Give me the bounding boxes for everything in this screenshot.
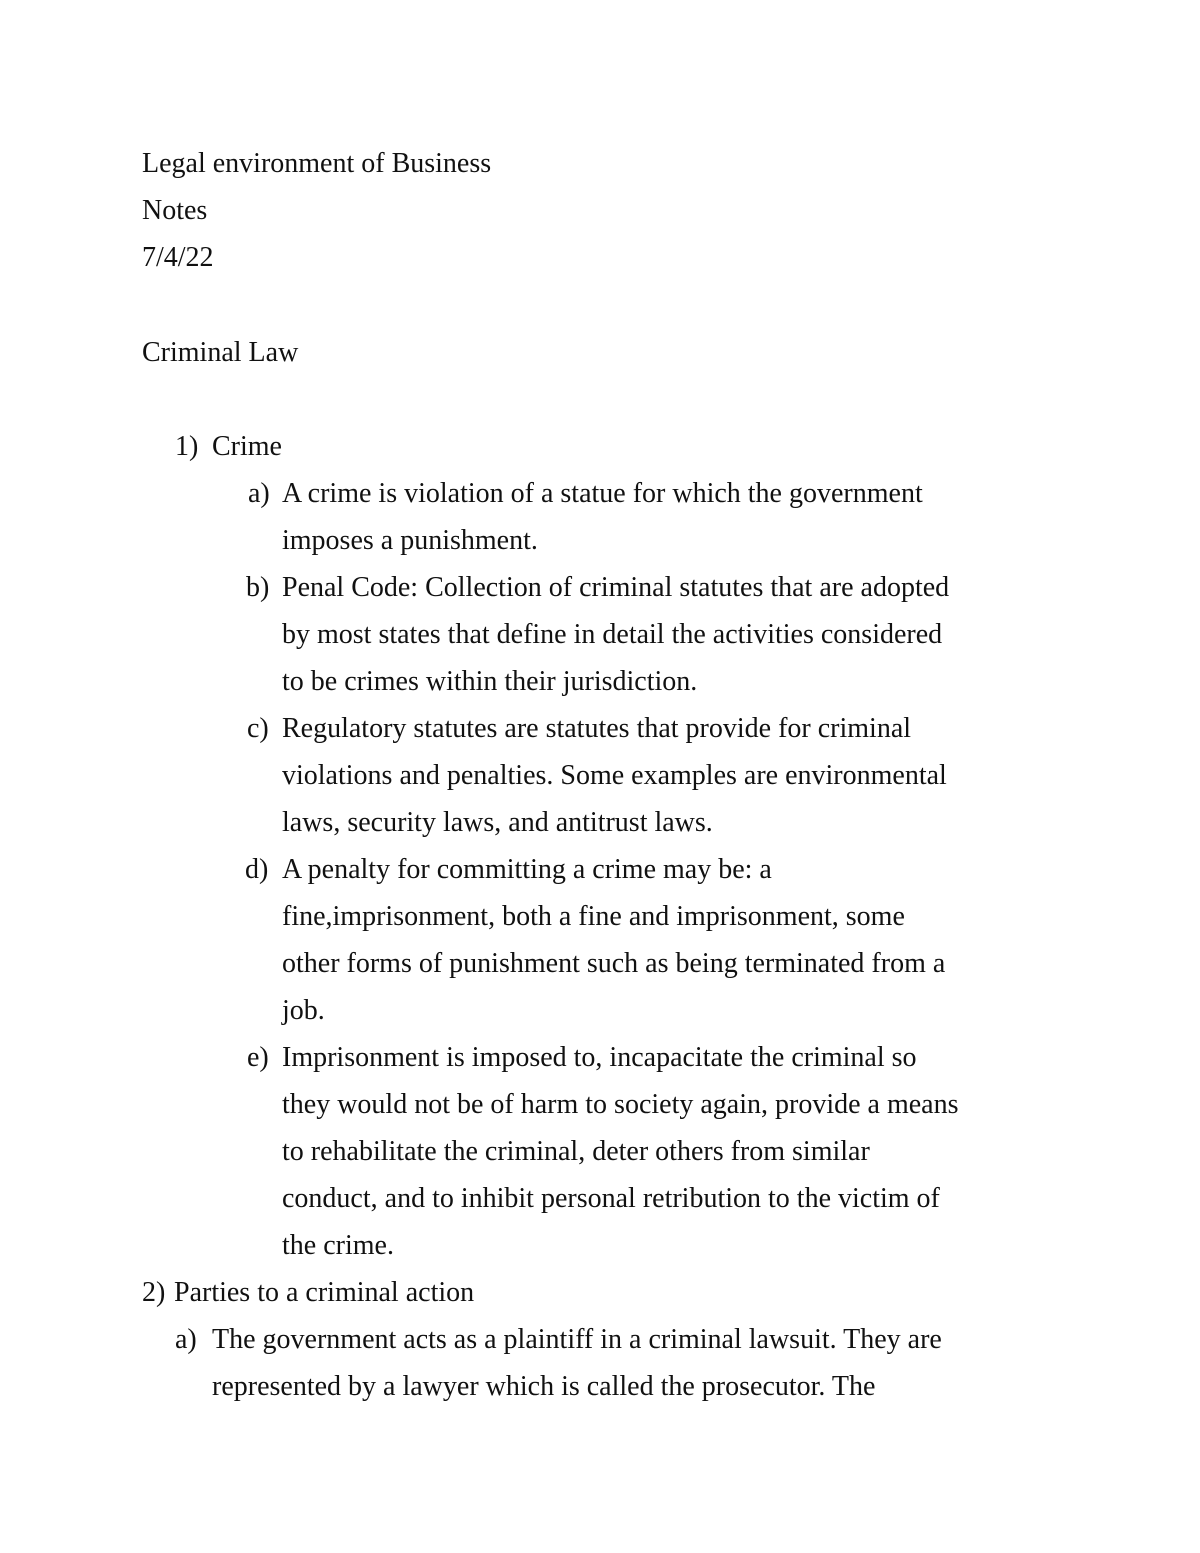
item-line: to rehabilitate the criminal, deter others from similar: [282, 1136, 870, 1167]
item-line: they would not be of harm to society again, provide a means: [282, 1089, 959, 1120]
item-label: a): [248, 478, 270, 509]
section-2-title: Parties to a criminal action: [174, 1277, 475, 1308]
notes-label: Notes: [142, 195, 208, 226]
item-line: A penalty for committing a crime may be: a: [282, 854, 772, 885]
item-line: other forms of punishment such as being terminated from a: [282, 948, 946, 979]
item-line: by most states that define in detail the activities considered: [282, 619, 943, 650]
section-2-label: 2): [142, 1277, 166, 1308]
item-line: The government acts as a plaintiff in a criminal lawsuit. They are: [212, 1324, 942, 1355]
item-label: e): [247, 1042, 269, 1073]
item-label: d): [245, 854, 269, 885]
item-line: imposes a punishment.: [282, 525, 538, 556]
item-line: laws, security laws, and antitrust laws.: [282, 807, 713, 838]
item-line: A crime is violation of a statue for which the government: [282, 478, 923, 509]
item-line: the crime.: [282, 1230, 394, 1261]
section-1-label: 1): [175, 431, 199, 462]
section-title: Criminal Law: [142, 337, 299, 368]
date: 7/4/22: [142, 242, 214, 273]
item-line: Regulatory statutes are statutes that provide for criminal: [282, 713, 912, 744]
course-title: Legal environment of Business: [142, 148, 492, 179]
section-1-title: Crime: [212, 431, 282, 462]
item-line: to be crimes within their jurisdiction.: [282, 666, 698, 697]
item-label: b): [246, 572, 270, 603]
item-line: Penal Code: Collection of criminal statutes that are adopted: [282, 572, 950, 603]
item-label: a): [175, 1324, 197, 1355]
item-line: Imprisonment is imposed to, incapacitate the criminal so: [282, 1042, 917, 1073]
item-line: represented by a lawyer which is called the prosecutor. The: [212, 1371, 876, 1402]
item-line: violations and penalties. Some examples are environmental: [282, 760, 947, 791]
item-line: fine,imprisonment, both a fine and imprisonment, some: [282, 901, 905, 932]
item-label: c): [247, 713, 269, 744]
item-line: job.: [282, 995, 325, 1026]
item-line: conduct, and to inhibit personal retribution to the victim of: [282, 1183, 940, 1214]
